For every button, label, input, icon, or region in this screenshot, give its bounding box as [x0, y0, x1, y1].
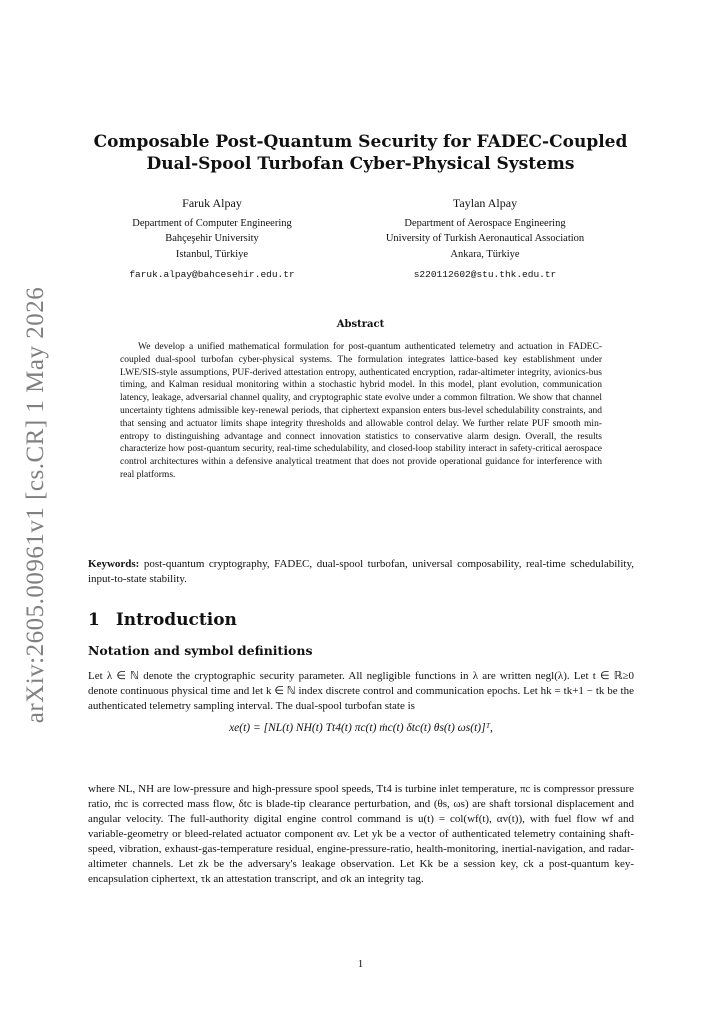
section-number: 1: [88, 610, 100, 630]
subsection-heading: Notation and symbol definitions: [88, 643, 313, 658]
author-department: Department of Aerospace Engineering: [404, 217, 566, 229]
author-email: s220112602@stu.thk.edu.tr: [413, 269, 557, 280]
section-title: Introduction: [115, 610, 237, 630]
author-department: Department of Computer Engineering: [132, 217, 292, 229]
title-line-2: Dual-Spool Turbofan Cyber-Physical Systems: [146, 154, 575, 174]
author-university: University of Turkish Aeronautical Association: [385, 233, 585, 244]
body-paragraph-1: Let λ ∈ ℕ denote the cryptographic security parameter. All negligible functions in λ are written negl(λ). Let t ∈ ℝ≥0 denote continuous physical time and let k ∈ ℕ index discrete control and communication epochs. Let hk = tk+1 − tk be the authenticated telemetry sampling interval. The dual-spool turbofan state is: [88, 670, 634, 712]
author-email: faruk.alpay@bahcesehir.edu.tr: [129, 269, 295, 280]
body-paragraph-2: where NL, NH are low-pressure and high-pressure spool speeds, Tt4 is turbine inlet temperature, πc is compressor pressure ratio, ṁc is corrected mass flow, δtc is blade-tip clearance perturbation, and (θs, ωs) are shaft torsional displacement and angular velocity. The full-authority digital engine control command is u(t) = col(wf(t), αv(t)), with fuel flow wf and variable-geometry or bleed-related actuator component αv. Let yk be a vector of authenticated telemetry containing shaft-speed, vibration, exhaust-gas-temperature residual, engine-pressure-ratio, health-monitoring, inertial-navigation, and radar-altimeter channels. Let zk be the adversary's leakage observation. Let Kk be a session key, ck a post-quantum key-encapsulation ciphertext, τk an attestation transcript, and σk an integrity tag.: [88, 783, 634, 885]
section-heading: [88, 610, 237, 630]
author-name: Faruk Alpay: [182, 196, 242, 210]
keywords-label: Keywords:: [88, 558, 140, 570]
author-location: Ankara, Türkiye: [450, 248, 520, 260]
author-block-2: [355, 196, 615, 283]
title-line-1: Composable Post-Quantum Security for FADEC-Coupled: [93, 132, 628, 152]
paper-title: [88, 131, 633, 175]
author-block-1: [82, 196, 342, 283]
abstract-heading: Abstract: [336, 319, 385, 330]
keywords-text: post-quantum cryptography, FADEC, dual-spool turbofan, universal composability, real-time schedulability, input-to-state stability.: [88, 558, 634, 585]
abstract-text: We develop a unified mathematical formulation for post-quantum authenticated telemetry and actuation in FADEC-coupled dual-spool turbofan cyber-physical systems. The formulation integrates lattice-based key establishment under LWE/SIS-style assumptions, PUF-derived attestation entropy, authenticated encryption, radar-altimeter integrity, avionics-bus timing, and Kalman residual monitoring within a stochastic hybrid model. In this model, plant evolution, communication latency, leakage, adversarial channel quality, and cryptographic state evolve under a common filtration. We show that channel uncertainty tightens admissible key-renewal periods, that ciphertext expansion enters bus-level schedulability constraints, and that sensing and actuator limits shape integrity thresholds and allowable control delay. We further relate PUF smooth min-entropy to distinguishing advantage and connect innovation statistics to conservative alarm design. Overall, the results characterize how post-quantum security, real-time schedulability, and closed-loop stability interact in safety-critical aerospace control architectures within a defensive analytical treatment that does not provide operational guidance for interference with real platforms.: [120, 342, 602, 480]
page-number: 1: [357, 958, 364, 970]
keywords: [88, 557, 634, 587]
author-location: Istanbul, Türkiye: [175, 248, 249, 260]
author-university: Bahçeşehir University: [165, 233, 259, 244]
author-name: Taylan Alpay: [452, 196, 518, 210]
state-equation: xe(t) = [NL(t) NH(t) Tt4(t) πc(t) ṁc(t) δtc(t) θs(t) ωs(t)]ᵀ,: [229, 722, 493, 734]
arxiv-identifier: arXiv:2605.00961v1 [cs.CR] 1 May 2026: [22, 286, 49, 724]
